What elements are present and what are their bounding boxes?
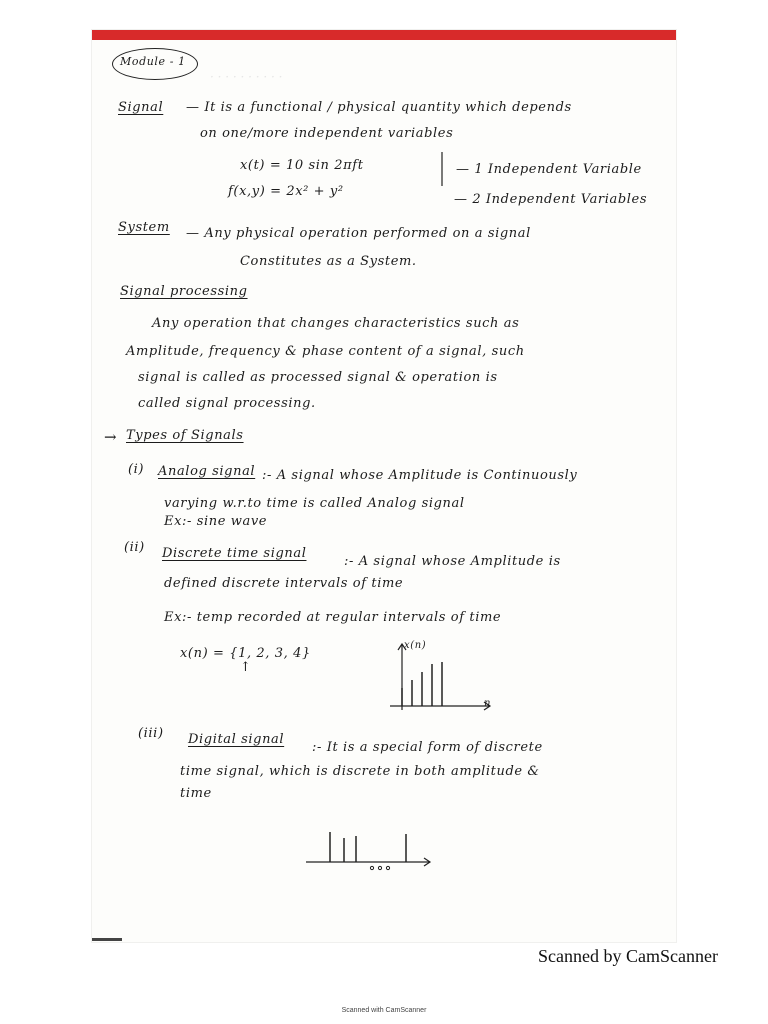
types-heading: Types of Signals (126, 428, 244, 443)
digital-term: Digital signal (188, 732, 285, 747)
analog-number: (i) (128, 462, 145, 477)
equation-2-note: — 2 Independent Variables (454, 192, 648, 207)
system-definition-line-1: — Any physical operation performed on a signal (186, 226, 531, 241)
signal-processing-line-2: Amplitude, frequency & phase content of a signal, such (126, 344, 525, 359)
analog-definition-line-2: varying w.r.to time is called Analog signal (164, 496, 465, 511)
n-axis-label: n (484, 698, 492, 709)
signal-processing-line-1: Any operation that changes characteristics such as (152, 316, 520, 331)
discrete-term: Discrete time signal (162, 546, 307, 561)
discrete-example: Ex:- temp recorded at regular intervals of time (164, 610, 502, 625)
system-term: System (118, 220, 170, 235)
signal-definition-line-2: on one/more independent variables (200, 126, 454, 141)
system-definition-line-2: Constitutes as a System. (240, 254, 417, 269)
signal-processing-line-3: signal is called as processed signal & operation is (138, 370, 498, 385)
digital-definition-line-3: time (180, 786, 212, 801)
digital-definition-line-2: time signal, which is discrete in both amplitude & (180, 764, 540, 779)
discrete-definition-line-2: defined discrete intervals of time (164, 576, 404, 591)
discrete-stem-plot (380, 640, 500, 720)
signal-term: Signal (118, 100, 164, 115)
signal-definition-line-1: — It is a functional / physical quantity which depends (186, 100, 572, 115)
discrete-number: (ii) (124, 540, 145, 555)
equation-1: x(t) = 10 sin 2πft (240, 158, 364, 173)
analog-example: Ex:- sine wave (164, 514, 268, 529)
analog-definition-line-1: :- A signal whose Amplitude is Continuously (262, 468, 578, 483)
origin-arrow-icon: ↑ (240, 660, 252, 675)
discrete-definition-line-1: :- A signal whose Amplitude is (344, 554, 561, 569)
page-bottom-edge (92, 938, 122, 941)
equation-1-note: — 1 Independent Variable (456, 162, 642, 177)
analog-term: Analog signal (158, 464, 256, 479)
signal-processing-line-4: called signal processing. (138, 396, 316, 411)
module-label: Module - 1 (120, 55, 186, 68)
digital-number: (iii) (138, 726, 164, 741)
digital-signal-plot (306, 824, 436, 874)
signal-processing-heading: Signal processing (120, 284, 248, 299)
equation-2: f(x,y) = 2x² + y² (228, 184, 344, 199)
page-top-edge (92, 30, 676, 40)
digital-definition-line-1: :- It is a special form of discrete (312, 740, 543, 755)
camscanner-footer: Scanned with CamScanner (341, 1007, 427, 1014)
camscanner-watermark: Scanned by CamScanner (538, 946, 718, 966)
bullet-arrow-icon: → (104, 428, 118, 446)
xn-sequence: x(n) = {1, 2, 3, 4} (180, 646, 311, 661)
bleed-through-text: · · · · · · · · · · (210, 70, 283, 84)
xn-axis-label: x(n) (404, 640, 427, 651)
equation-divider (440, 152, 444, 186)
